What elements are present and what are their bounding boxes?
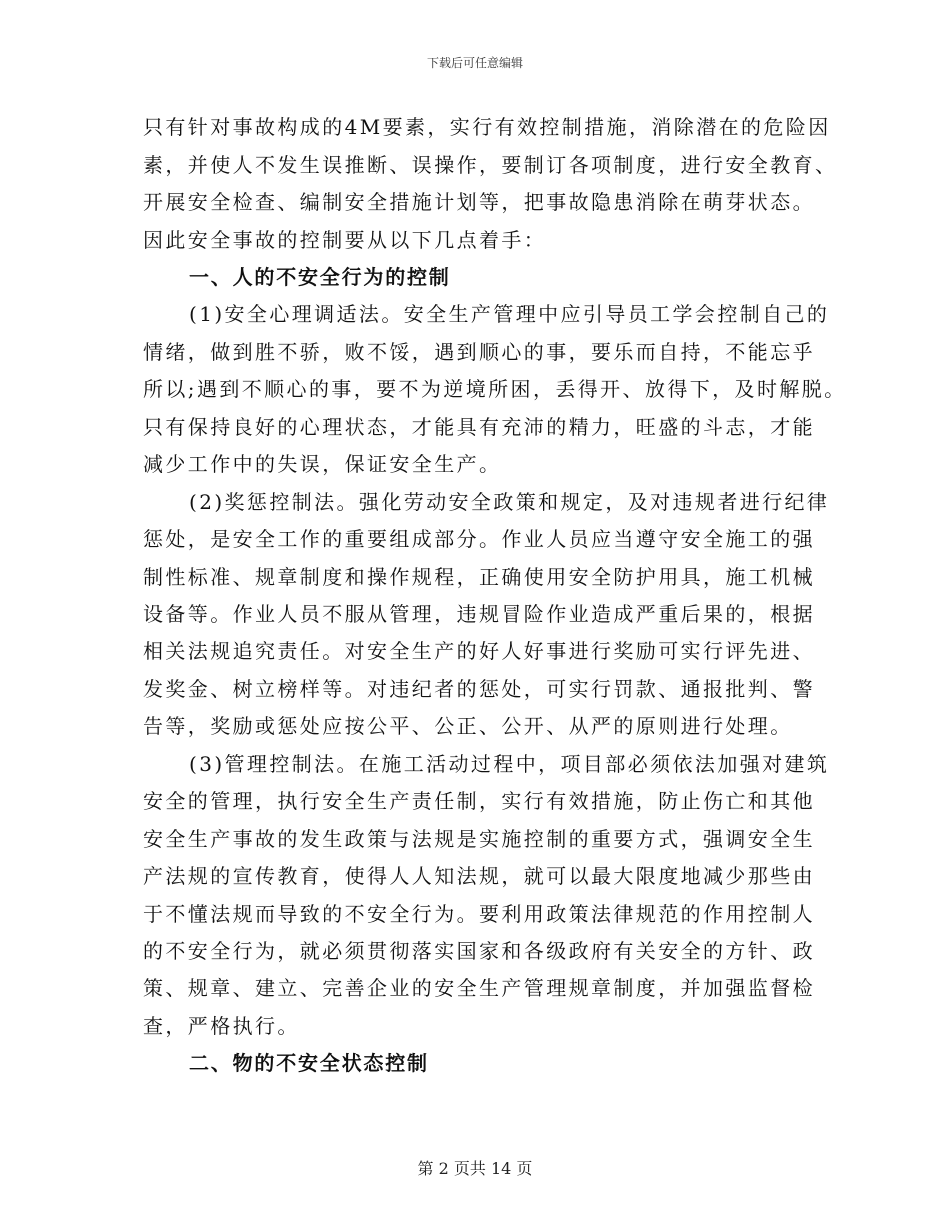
- text-line: 策、规章、建立、完善企业的安全生产管理规章制度，并加强监督检: [143, 976, 815, 1000]
- text-line: 素，并使人不发生误推断、误操作，要制订各项制度，进行安全教育、: [143, 153, 838, 177]
- text-line: 因此安全事故的控制要从以下几点着手：: [143, 228, 547, 252]
- text-line: 只有保持良好的心理状态，才能具有充沛的精力，旺盛的斗志，才能: [143, 415, 815, 439]
- page-header: 下载后可任意编辑: [426, 56, 523, 70]
- text-line: 产法规的宣传教育，使得人人知法规，就可以最大限度地减少那些由: [143, 864, 815, 888]
- text-line: 查，严格执行。: [143, 1014, 300, 1038]
- text-line: 制性标准、规章制度和操作规程，正确使用安全防护用具，施工机械: [143, 565, 815, 589]
- text-line: 惩处，是安全工作的重要组成部分。作业人员应当遵守安全施工的强: [143, 527, 815, 551]
- text-line: 情绪，做到胜不骄，败不馁，遇到顺心的事，要乐而自持，不能忘乎: [143, 340, 815, 364]
- text-line: 安全生产事故的发生政策与法规是实施控制的重要方式，强调安全生: [143, 827, 815, 851]
- text-line: 告等，奖励或惩处应按公平、公正、公开、从严的原则进行处理。: [143, 714, 793, 738]
- text-line: (2)奖惩控制法。强化劳动安全政策和规定，及对违规者进行纪律: [189, 490, 830, 514]
- text-line: 发奖金、树立榜样等。对违纪者的惩处，可实行罚款、通报批判、警: [143, 677, 815, 701]
- text-line: 的不安全行为，就必须贯彻落实国家和各级政府有关安全的方针、政: [143, 939, 815, 963]
- text-line: 安全的管理，执行安全生产责任制，实行有效措施，防止伤亡和其他: [143, 789, 815, 813]
- text-line: 只有针对事故构成的4M要素，实行有效控制措施，消除潜在的危险因: [143, 115, 831, 139]
- text-line: (1)安全心理调适法。安全生产管理中应引导员工学会控制自己的: [189, 302, 830, 326]
- text-line: 所以;遇到不顺心的事，要不为逆境所困，丢得开、放得下，及时解脱。: [143, 377, 847, 401]
- text-line: 相关法规追究责任。对安全生产的好人好事进行奖励可实行评先进、: [143, 639, 815, 663]
- text-line: 开展安全检查、编制安全措施计划等，把事故隐患消除在萌芽状态。: [143, 190, 815, 214]
- page-footer: 第 2 页共 14 页: [417, 1159, 533, 1178]
- text-line: 减少工作中的失误，保证安全生产。: [143, 452, 502, 476]
- text-line: 设备等。作业人员不服从管理，违规冒险作业造成严重后果的，根据: [143, 602, 815, 626]
- section-heading: 二、物的不安全状态控制: [189, 1051, 429, 1075]
- section-heading: 一、人的不安全行为的控制: [189, 265, 451, 289]
- text-line: (3)管理控制法。在施工活动过程中，项目部必须依法加强对建筑: [189, 752, 830, 776]
- text-line: 于不懂法规而导致的不安全行为。要利用政策法律规范的作用控制人: [143, 902, 815, 926]
